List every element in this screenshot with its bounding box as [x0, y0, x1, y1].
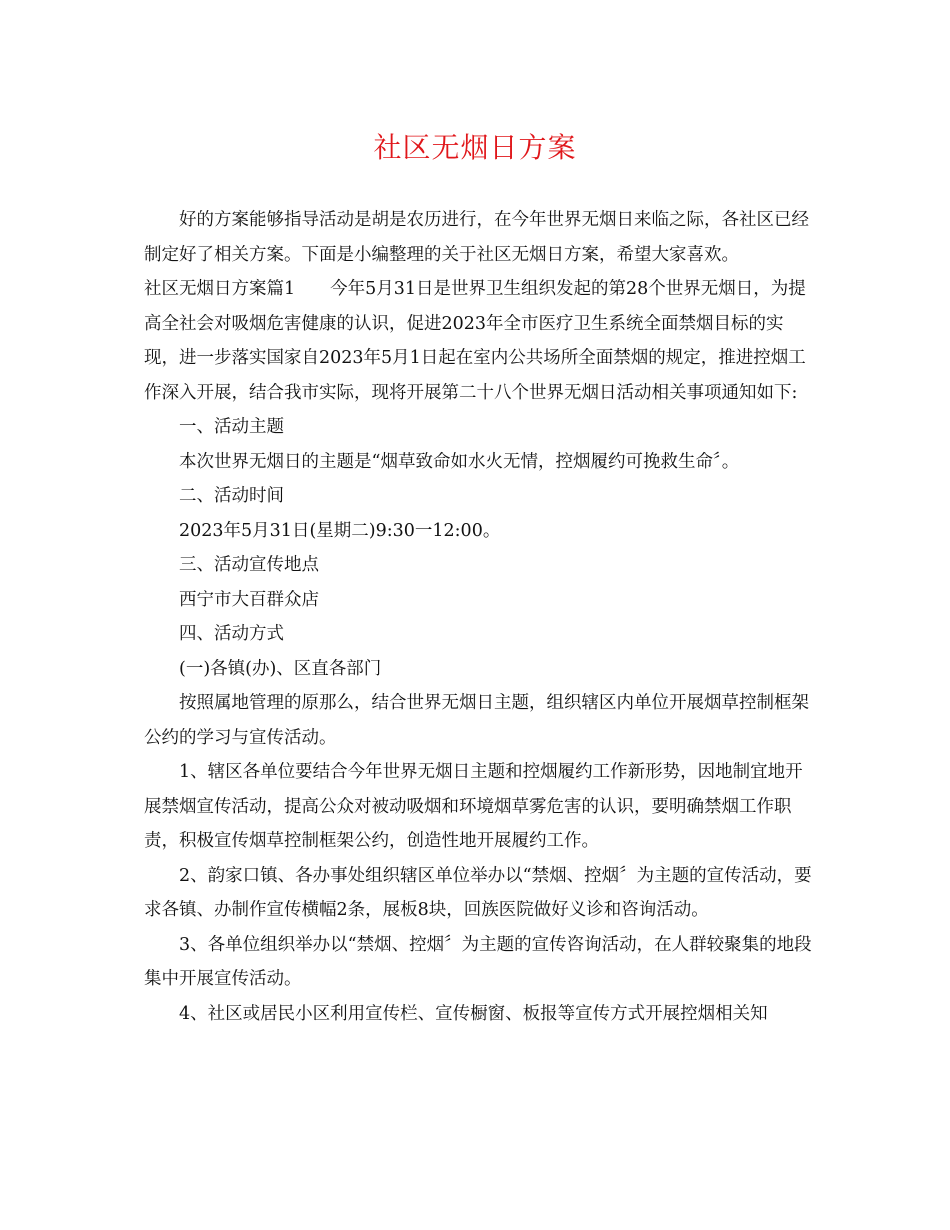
list-item-1: 1、辖区各单位要结合今年世界无烟日主题和控烟履约工作新形势，因地制宜地开展禁烟宣传活动，提高公众对被动吸烟和环境烟草雾危害的认识，要明确禁烟工作职责，积极宣传烟草控制框架公约，创造性地开展履约工作。: [144, 762, 803, 851]
time-paragraph: 2023年5月31日(星期二)9:30一12:00。: [179, 520, 501, 541]
document-body: [144, 203, 816, 1031]
intro-paragraph: 好的方案能够指导活动是胡是农历进行，在今年世界无烟日来临之际，各社区已经制定好了相关方案。下面是小编整理的关于社区无烟日方案，希望大家喜欢。: [144, 210, 809, 265]
subsection-heading: (一)各镇(办)、区直各部门: [179, 658, 382, 679]
section-heading-location: 三、活动宣传地点: [179, 555, 319, 575]
list-item-3: 3、各单位组织举办以“禁烟、控烟〞为主题的宣传咨询活动，在人群较聚集的地段集中开展宣传活动。: [144, 934, 812, 989]
list-item-2: 2、韵家口镇、各办事处组织辖区单位举办以“禁烟、控烟〞为主题的宣传活动，要求各镇、办制作宣传横幅2条，展板8块，回族医院做好义诊和咨询活动。: [144, 865, 812, 920]
theme-paragraph: 本次世界无烟日的主题是“烟草致命如水火无情，控烟履约可挽救生命〞。: [179, 451, 740, 472]
section-heading-time: 二、活动时间: [179, 486, 284, 506]
notice-paragraph: 社区无烟日方案篇1 今年5月31日是世界卫生组织发起的第28个世界无烟日，为提高全社会对吸烟危害健康的认识，促进2023年全市医疗卫生系统全面禁烟目标的实现，进一步落实国家自2023年5月1日起在室内公共场所全面禁烟的规定，推进控烟工作深入开展，结合我市实际，现将开展第二十八个世界无烟日活动相关事项通知如下:: [144, 279, 806, 403]
list-item-4: 4、社区或居民小区利用宣传栏、宣传橱窗、板报等宣传方式开展控烟相关知: [179, 1003, 768, 1024]
section-heading-method: 四、活动方式: [179, 624, 284, 644]
document-title: 社区无烟日方案: [373, 131, 577, 164]
location-paragraph: 西宁市大百群众店: [179, 589, 319, 610]
method-paragraph: 按照属地管理的原那么，结合世界无烟日主题，组织辖区内单位开展烟草控制框架公约的学习与宣传活动。: [144, 693, 809, 748]
section-heading-theme: 一、活动主题: [179, 417, 284, 437]
